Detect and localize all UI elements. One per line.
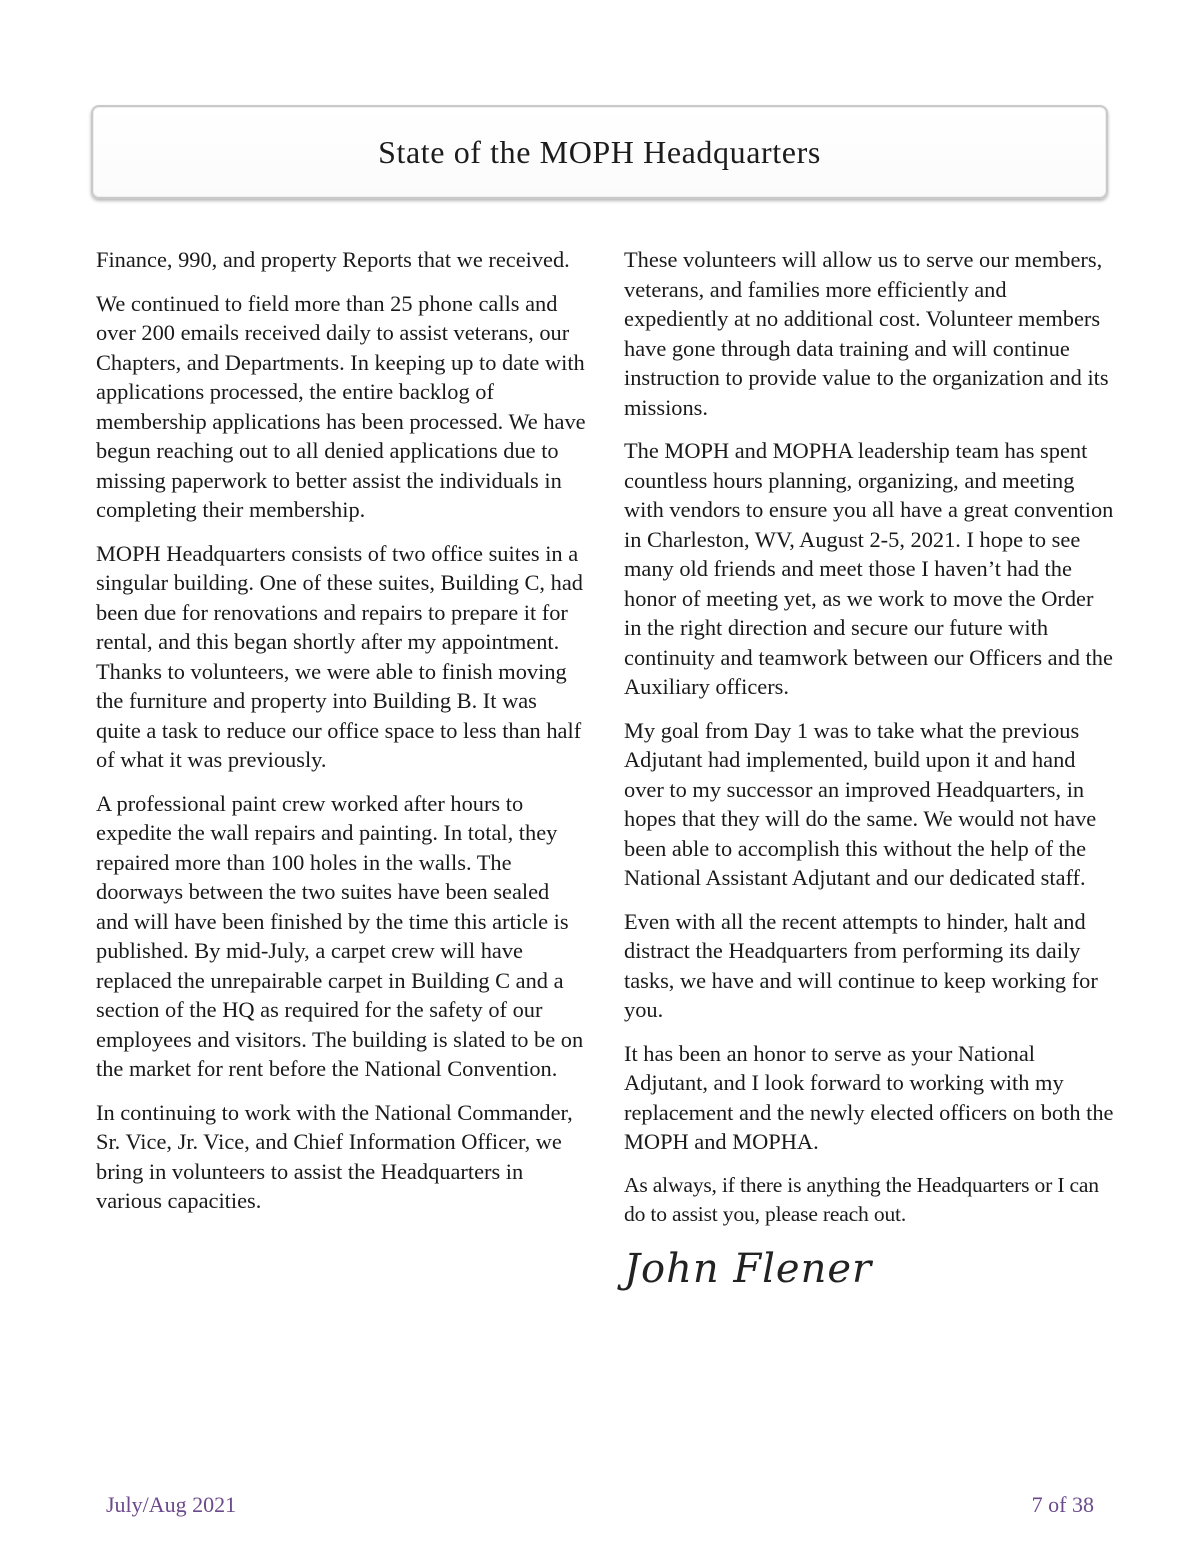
paragraph: My goal from Day 1 was to take what the previous Adjutant had implemented, build upon it and hand over to my successor an improved Headquarters, in hopes that they will do the same. We would not have been able to accomplish this without the help of the National Assistant Adjutant and our dedicated staff. (624, 717, 1097, 890)
footer-issue: July/Aug 2021 (106, 1492, 237, 1517)
paragraph: The MOPH and MOPHA leadership team has spent countless hours planning, organizing, and meeting with vendors to ensure you all have a great convention in Charleston, WV, August 2-5, 2021. I hope to see many old friends and meet those I haven’t had the honor of meeting yet, as we work to move the Order in the right direction and secure our future with continuity and teamwork between our Officers and the Auxiliary officers. (624, 438, 1114, 699)
paragraph: It has been an honor to serve as your National Adjutant, and I look forward to working with my replacement and the newly elected officers on both the MOPH and MOPHA. (624, 1040, 1114, 1154)
paragraph: We continued to field more than 25 phone calls and over 200 emails received daily to assist veterans, our Chapters, and Departments. In keeping up to date with applications processed, the entire backlog of membership applications has been processed. We have begun reaching out to all denied applications due to missing paperwork to better assist the individuals in completing their membership. (96, 290, 586, 522)
closing-paragraph: As always, if there is anything the Headquarters or I can do to assist you, please reach out. (624, 1172, 1099, 1226)
paragraph: A professional paint crew worked after hours to expedite the wall repairs and painting. In total, they repaired more than 100 holes in the walls. The doorways between the two suites have been sealed and will have been finished by the time this article is published. By mid-July, a carpet crew will have replaced the unrepairable carpet in Building C and a section of the HQ as required for the safety of our employees and visitors. The building is slated to be on the market for rent before the National Convention. (96, 790, 584, 1081)
paragraph: Finance, 990, and property Reports that we received. (96, 247, 570, 272)
paragraph: MOPH Headquarters consists of two office suites in a singular building. One of these suites, Building C, had been due for renovations and repairs to prepare it for rental, and this began shortly after my appointment. Thanks to volunteers, we were able to finish moving the furniture and property into Building B. It was quite a task to reduce our office space to less than half of what it was previously. (96, 540, 583, 772)
paragraph: In continuing to work with the National Commander, Sr. Vice, Jr. Vice, and Chief Information Officer, we bring in volunteers to assist the Headquarters in various capacities. (96, 1099, 573, 1213)
page-title: State of the MOPH Headquarters (378, 133, 821, 170)
left-column (96, 245, 586, 1230)
paragraph: These volunteers will allow us to serve our members, veterans, and families more efficiently and expediently at no additional cost. Volunteer members have gone through data training and will continue instruction to provide value to the organization and its missions. (624, 247, 1109, 420)
right-column (624, 245, 1116, 1294)
paragraph: Even with all the recent attempts to hinder, halt and distract the Headquarters from performing its daily tasks, we have and will continue to keep working for you. (624, 908, 1098, 1022)
signature: John Flener (624, 1245, 873, 1292)
title-banner (91, 105, 1108, 199)
footer-page-number: 7 of 38 (1031, 1492, 1094, 1517)
